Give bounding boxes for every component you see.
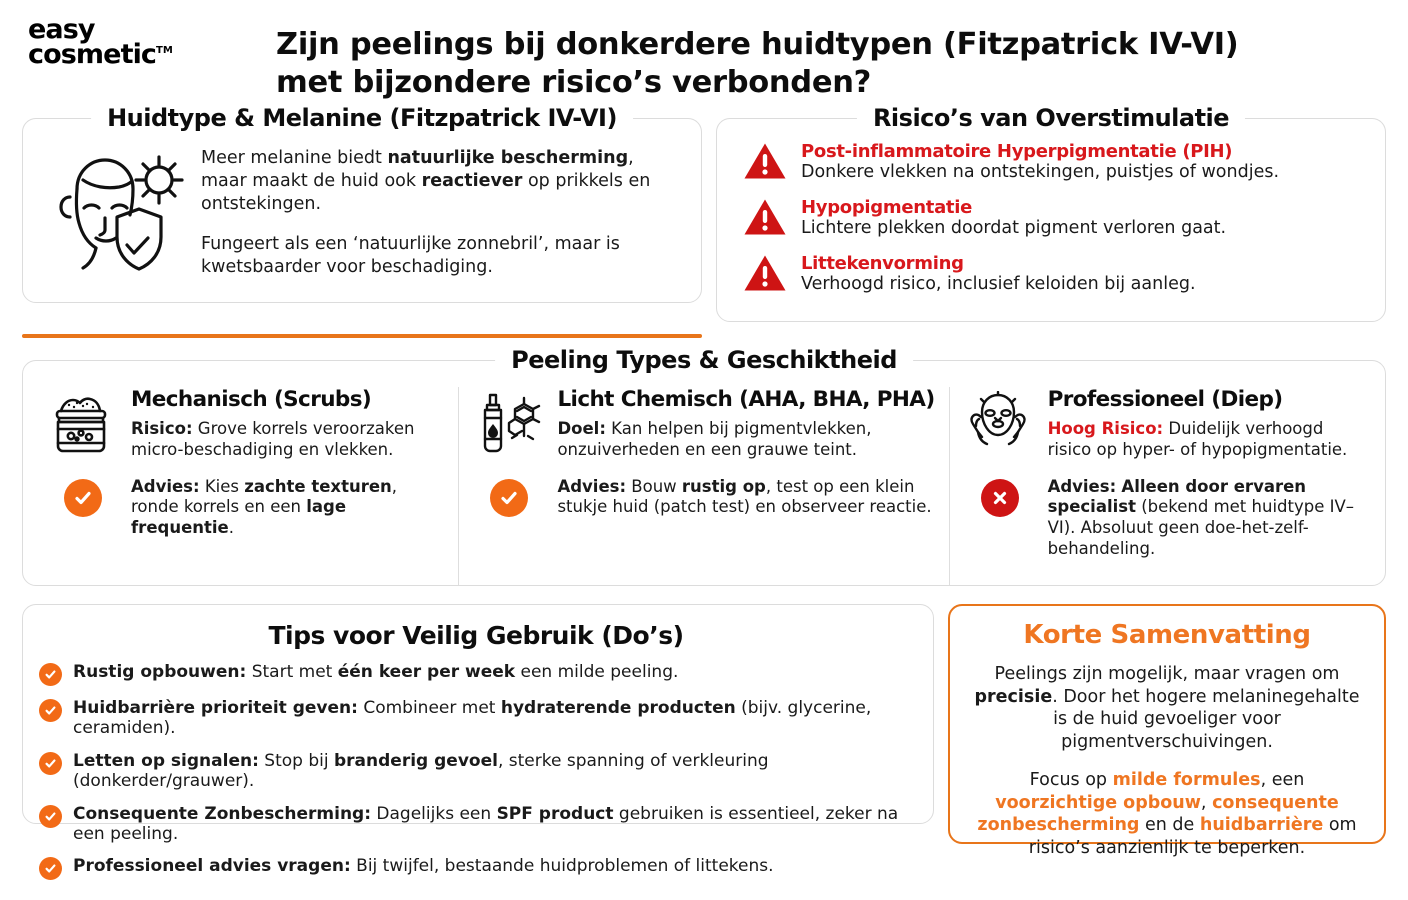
type-column-mechanisch xyxy=(33,387,458,585)
check-badge-icon xyxy=(39,805,62,828)
scrub-jar-icon xyxy=(47,387,119,455)
page-title-line-1: Zijn peelings bij donkerdere huidtypen (Fitzpatrick IV-VI) xyxy=(276,27,1239,62)
tip-item xyxy=(39,698,913,739)
warning-triangle-icon xyxy=(743,141,787,181)
warning-triangle-icon xyxy=(743,253,787,293)
card-risicos-overstimulatie xyxy=(716,104,1386,322)
tip-item xyxy=(39,804,913,845)
card-korte-samenvatting xyxy=(948,604,1386,858)
tip-text: Huidbarrière prioriteit geven: Combineer met hydraterende producten (bijv. glycerine, ceramiden). xyxy=(73,698,872,739)
type-title: Licht Chemisch (AHA, BHA, PHA) xyxy=(557,387,935,412)
cross-badge-icon xyxy=(981,479,1019,517)
card-tips xyxy=(22,604,934,877)
tip-item xyxy=(39,662,913,686)
header xyxy=(0,0,1408,118)
risk-heading: Post-inflammatoire Hyperpigmentatie (PIH) xyxy=(801,141,1233,162)
card-melanine-text xyxy=(201,139,681,279)
check-badge-icon xyxy=(39,663,62,686)
face-sun-shield-icon xyxy=(37,139,187,280)
type-goal-line: Doel: Kan helpen bij pigmentvlekken, onzuiverheden en een grauwe teint. xyxy=(557,419,872,459)
melanine-paragraph-2: Fungeert als een ‘natuurlijke zonnebril’, maar is kwetsbaarder voor beschadiging. xyxy=(201,234,620,278)
type-column-professioneel xyxy=(949,387,1375,585)
summary-paragraph-2: Focus op milde formules, een voorzichtige opbouw, consequente zonbescherming en de huidbarrière om risico’s aanzienlijk te beperken. xyxy=(977,770,1357,858)
card-huidtype-melanine xyxy=(22,104,702,303)
page-title-line-2: met bijzondere risico’s verbonden? xyxy=(276,65,872,101)
risk-item xyxy=(743,197,1367,240)
tip-item xyxy=(39,856,913,880)
risk-description: Verhoogd risico, inclusief keloiden bij aanleg. xyxy=(801,274,1196,295)
tip-text: Professioneel advies vragen: Bij twijfel, bestaande huidproblemen of littekens. xyxy=(73,856,774,877)
risk-heading: Littekenvorming xyxy=(801,253,964,275)
risk-description: Lichtere plekken doordat pigment verloren gaat. xyxy=(801,218,1227,239)
check-badge-icon xyxy=(490,479,528,517)
risk-description: Donkere vlekken na ontstekingen, puistjes of wondjes. xyxy=(801,162,1280,183)
check-badge-icon xyxy=(39,857,62,880)
check-badge-icon xyxy=(39,752,62,775)
summary-paragraph-1: Peelings zijn mogelijk, maar vragen om precisie. Door het hogere melaninegehalte is de huid gevoeliger voor pigmentverschuivingen. xyxy=(974,664,1360,752)
type-advice-line: Advies: Bouw rustig op, test op een klein stukje huid (patch test) en observeer reactie. xyxy=(557,476,932,517)
dropper-molecule-icon xyxy=(473,387,545,455)
check-badge-icon xyxy=(39,699,62,722)
warning-triangle-icon xyxy=(743,197,787,237)
tips-title: Tips voor Veilig Gebruik (Do’s) xyxy=(268,621,684,650)
tip-text: Consequente Zonbescherming: Dagelijks een SPF product gebruiken is essentieel, zeker na een peeling. xyxy=(73,803,899,844)
tip-text: Rustig opbouwen: Start met één keer per week een milde peeling. xyxy=(73,662,679,682)
melanine-paragraph-1: Meer melanine biedt natuurlijke bescherming, maar maakt de huid ook reactiever op prikkels en ontstekingen. xyxy=(201,148,651,215)
type-advice-line: Advies: Alleen door ervaren specialist (bekend met huidtype IV–VI). Absoluut geen doe-het-zelf-behandeling. xyxy=(1047,476,1355,558)
risk-list xyxy=(743,141,1367,296)
card-types-title: Peeling Types & Geschiktheid xyxy=(495,346,913,374)
type-risk-line: Risico: Grove korrels veroorzaken micro-beschadiging en vlekken. xyxy=(131,419,415,459)
tip-text: Letten op signalen: Stop bij branderig gevoel, sterke spanning of verkleuring (donkerder/grauwer). xyxy=(73,750,769,792)
row-peeling-types xyxy=(0,338,1408,586)
brand-logo xyxy=(0,14,270,68)
face-mask-hands-icon xyxy=(964,387,1036,455)
summary-title: Korte Samenvatting xyxy=(1023,620,1311,650)
type-advice-line: Advies: Kies zachte texturen, ronde korrels en een lage frequentie. xyxy=(131,476,398,538)
card-risk-title: Risico’s van Overstimulatie xyxy=(857,104,1245,132)
type-column-licht-chemisch xyxy=(458,387,948,585)
row-overview xyxy=(0,104,1408,322)
risk-item xyxy=(743,141,1367,184)
brand-line-1: easy xyxy=(28,14,95,45)
type-title: Mechanisch (Scrubs) xyxy=(131,387,372,412)
type-risk-line: Hoog Risico: Duidelijk verhoogd risico op hyper- of hypopigmentatie. xyxy=(1047,419,1348,459)
brand-line-2: cosmetic™ xyxy=(28,38,173,70)
card-peeling-types xyxy=(22,346,1386,586)
row-tips-summary xyxy=(0,586,1408,877)
risk-heading: Hypopigmentatie xyxy=(801,197,973,219)
check-badge-icon xyxy=(64,479,102,517)
tip-item xyxy=(39,751,913,792)
page-title xyxy=(270,14,1408,103)
type-title: Professioneel (Diep) xyxy=(1047,387,1283,412)
card-melanine-title: Huidtype & Melanine (Fitzpatrick IV-VI) xyxy=(91,104,633,132)
risk-item xyxy=(743,253,1367,296)
brand-tm: TM xyxy=(156,44,173,56)
